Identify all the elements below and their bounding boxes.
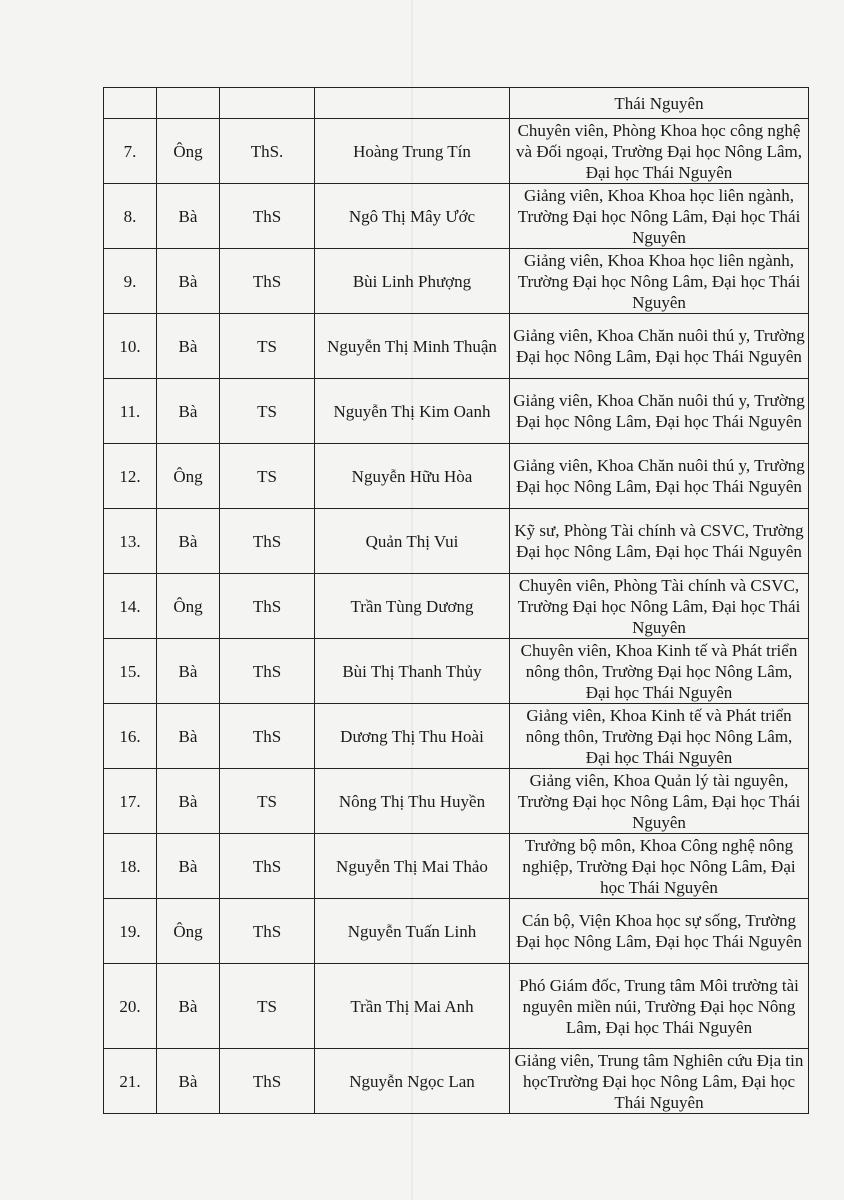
member-table xyxy=(103,87,809,1114)
cell-stt: 13. xyxy=(104,509,157,574)
cell-name xyxy=(315,88,510,119)
cell-degree: ThS xyxy=(220,574,315,639)
cell-name: Bùi Linh Phượng xyxy=(315,249,510,314)
cell-degree: ThS xyxy=(220,184,315,249)
table-row xyxy=(104,249,809,314)
cell-position: Chuyên viên, Phòng Tài chính và CSVC, Trường Đại học Nông Lâm, Đại học Thái Nguyên xyxy=(510,574,809,639)
cell-name: Dương Thị Thu Hoài xyxy=(315,704,510,769)
cell-name: Bùi Thị Thanh Thủy xyxy=(315,639,510,704)
cell-degree: TS xyxy=(220,444,315,509)
table-row xyxy=(104,314,809,379)
cell-name: Nông Thị Thu Huyền xyxy=(315,769,510,834)
cell-name: Trần Tùng Dương xyxy=(315,574,510,639)
table-row xyxy=(104,964,809,1049)
cell-position: Giảng viên, Khoa Chăn nuôi thú y, Trường Đại học Nông Lâm, Đại học Thái Nguyên xyxy=(510,444,809,509)
table-row xyxy=(104,1049,809,1114)
table-row xyxy=(104,574,809,639)
cell-stt: 10. xyxy=(104,314,157,379)
cell-title: Bà xyxy=(157,964,220,1049)
cell-name: Hoàng Trung Tín xyxy=(315,119,510,184)
cell-title: Bà xyxy=(157,834,220,899)
cell-title: Ông xyxy=(157,119,220,184)
cell-stt: 17. xyxy=(104,769,157,834)
cell-position: Giảng viên, Khoa Chăn nuôi thú y, Trường Đại học Nông Lâm, Đại học Thái Nguyên xyxy=(510,379,809,444)
cell-position: Cán bộ, Viện Khoa học sự sống, Trường Đại học Nông Lâm, Đại học Thái Nguyên xyxy=(510,899,809,964)
table-row xyxy=(104,899,809,964)
cell-position: Giảng viên, Khoa Chăn nuôi thú y, Trường Đại học Nông Lâm, Đại học Thái Nguyên xyxy=(510,314,809,379)
cell-degree: ThS. xyxy=(220,119,315,184)
cell-position: Kỹ sư, Phòng Tài chính và CSVC, Trường Đại học Nông Lâm, Đại học Thái Nguyên xyxy=(510,509,809,574)
cell-title xyxy=(157,88,220,119)
cell-name: Quản Thị Vui xyxy=(315,509,510,574)
cell-stt xyxy=(104,88,157,119)
cell-position: Trưởng bộ môn, Khoa Công nghệ nông nghiệp, Trường Đại học Nông Lâm, Đại học Thái Nguyên xyxy=(510,834,809,899)
table-row xyxy=(104,88,809,119)
table-row xyxy=(104,379,809,444)
cell-stt: 9. xyxy=(104,249,157,314)
cell-name: Nguyễn Thị Minh Thuận xyxy=(315,314,510,379)
cell-stt: 11. xyxy=(104,379,157,444)
cell-title: Bà xyxy=(157,769,220,834)
table-row xyxy=(104,184,809,249)
cell-name: Trần Thị Mai Anh xyxy=(315,964,510,1049)
cell-title: Bà xyxy=(157,1049,220,1114)
cell-degree: TS xyxy=(220,964,315,1049)
cell-stt: 7. xyxy=(104,119,157,184)
cell-degree: ThS xyxy=(220,639,315,704)
cell-title: Bà xyxy=(157,249,220,314)
cell-stt: 18. xyxy=(104,834,157,899)
cell-title: Bà xyxy=(157,509,220,574)
cell-position: Giảng viên, Khoa Khoa học liên ngành, Trường Đại học Nông Lâm, Đại học Thái Nguyên xyxy=(510,184,809,249)
table-row xyxy=(104,639,809,704)
cell-position: Thái Nguyên xyxy=(510,88,809,119)
cell-degree: ThS xyxy=(220,704,315,769)
cell-name: Nguyễn Thị Mai Thảo xyxy=(315,834,510,899)
cell-title: Ông xyxy=(157,574,220,639)
cell-stt: 19. xyxy=(104,899,157,964)
cell-position: Giảng viên, Khoa Khoa học liên ngành, Trường Đại học Nông Lâm, Đại học Thái Nguyên xyxy=(510,249,809,314)
cell-stt: 21. xyxy=(104,1049,157,1114)
cell-position: Chuyên viên, Phòng Khoa học công nghệ và Đối ngoại, Trường Đại học Nông Lâm, Đại học Thái Nguyên xyxy=(510,119,809,184)
cell-position: Giảng viên, Khoa Quản lý tài nguyên, Trường Đại học Nông Lâm, Đại học Thái Nguyên xyxy=(510,769,809,834)
cell-position: Phó Giám đốc, Trung tâm Môi trường tài nguyên miền núi, Trường Đại học Nông Lâm, Đại học Thái Nguyên xyxy=(510,964,809,1049)
table-row xyxy=(104,834,809,899)
cell-title: Bà xyxy=(157,704,220,769)
cell-degree: ThS xyxy=(220,1049,315,1114)
table-row xyxy=(104,444,809,509)
cell-stt: 14. xyxy=(104,574,157,639)
cell-name: Nguyễn Thị Kim Oanh xyxy=(315,379,510,444)
cell-degree: ThS xyxy=(220,834,315,899)
cell-title: Bà xyxy=(157,639,220,704)
cell-title: Bà xyxy=(157,379,220,444)
table-row xyxy=(104,509,809,574)
cell-stt: 12. xyxy=(104,444,157,509)
cell-name: Nguyễn Hữu Hòa xyxy=(315,444,510,509)
cell-position: Giảng viên, Trung tâm Nghiên cứu Địa tin họcTrường Đại học Nông Lâm, Đại học Thái Nguyên xyxy=(510,1049,809,1114)
cell-stt: 20. xyxy=(104,964,157,1049)
cell-degree: ThS xyxy=(220,249,315,314)
cell-stt: 8. xyxy=(104,184,157,249)
cell-name: Ngô Thị Mây Ước xyxy=(315,184,510,249)
cell-degree: TS xyxy=(220,314,315,379)
cell-title: Bà xyxy=(157,184,220,249)
cell-stt: 16. xyxy=(104,704,157,769)
member-table-body xyxy=(104,88,809,1114)
cell-degree: TS xyxy=(220,769,315,834)
cell-title: Bà xyxy=(157,314,220,379)
cell-degree: TS xyxy=(220,379,315,444)
cell-degree: ThS xyxy=(220,509,315,574)
cell-name: Nguyễn Tuấn Linh xyxy=(315,899,510,964)
cell-title: Ông xyxy=(157,899,220,964)
cell-degree: ThS xyxy=(220,899,315,964)
cell-position: Chuyên viên, Khoa Kinh tế và Phát triển nông thôn, Trường Đại học Nông Lâm, Đại học Thái Nguyên xyxy=(510,639,809,704)
cell-title: Ông xyxy=(157,444,220,509)
cell-position: Giảng viên, Khoa Kinh tế và Phát triển nông thôn, Trường Đại học Nông Lâm, Đại học Thái Nguyên xyxy=(510,704,809,769)
table-row xyxy=(104,704,809,769)
cell-name: Nguyễn Ngọc Lan xyxy=(315,1049,510,1114)
cell-degree xyxy=(220,88,315,119)
table-row xyxy=(104,769,809,834)
cell-stt: 15. xyxy=(104,639,157,704)
table-row xyxy=(104,119,809,184)
